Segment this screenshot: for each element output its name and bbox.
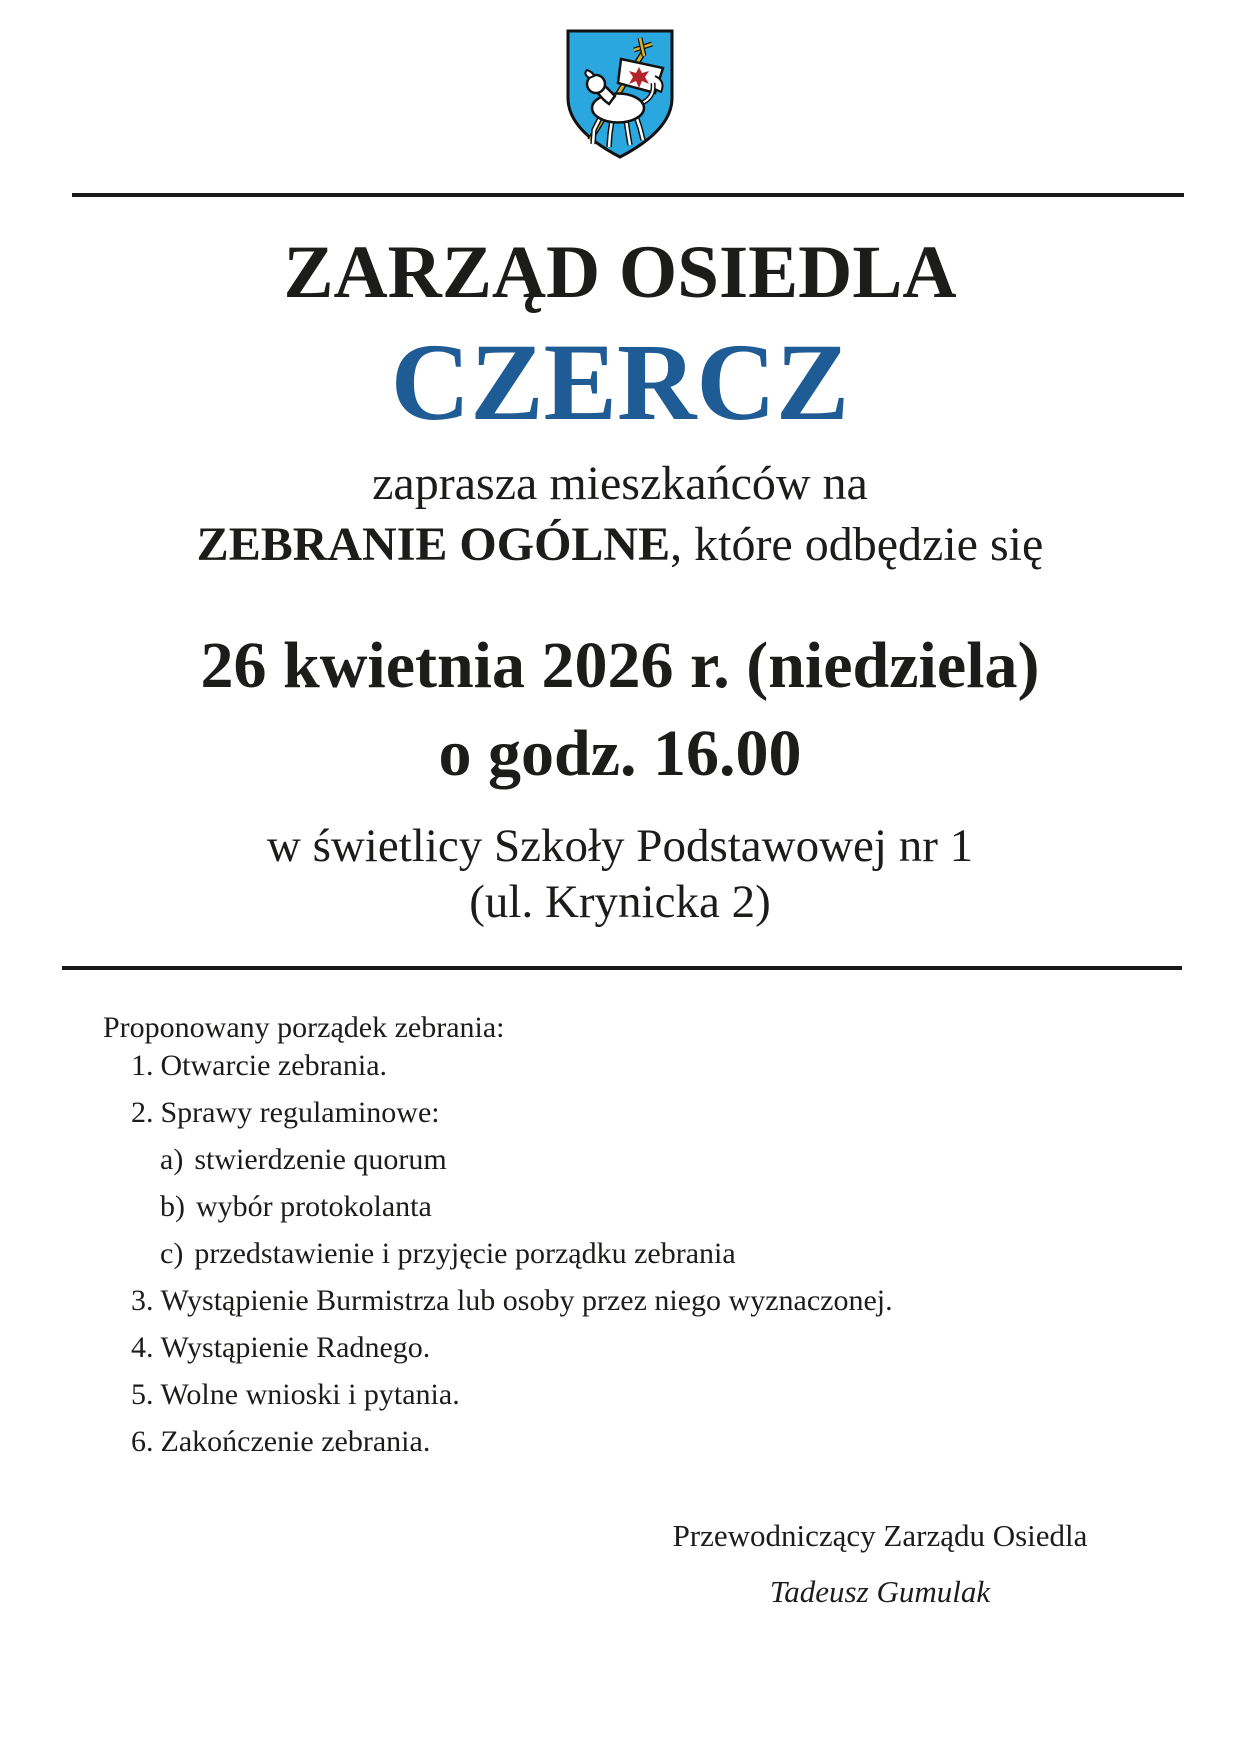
agenda-item-text: stwierdzenie quorum [194,1143,447,1176]
agenda-item-marker: 3. [131,1284,154,1317]
signature-name: Tadeusz Gumulak [769,1574,991,1609]
agenda-item-text: Zakończenie zebrania. [160,1425,431,1458]
org-name-line1: ZARZĄD OSIEDLA [283,231,957,314]
venue-line1: w świetlicy Szkoły Podstawowej nr 1 [266,820,974,872]
signature-role: Przewodniczący Zarządu Osiedla [672,1518,1088,1553]
agenda-item [0,1418,1240,1465]
meeting-date: 26 kwietnia 2026 r. (niedziela) [200,629,1040,702]
agenda-item-text: Wystąpienie Radnego. [160,1331,431,1364]
agenda-item-marker: 4. [131,1331,154,1364]
agenda-item [0,1230,1240,1277]
agenda-item-marker: b) [160,1190,185,1223]
agenda-item-marker: a) [160,1143,184,1176]
agenda-item-marker: 1. [131,1049,154,1082]
agenda-item-text: Otwarcie zebrania. [160,1049,388,1082]
meeting-line [0,514,1240,576]
meeting-name: ZEBRANIE OGÓLNE [196,518,671,571]
agenda-item-text: Wolne wnioski i pytania. [160,1378,460,1411]
org-name-line2: CZERCZ [390,321,850,443]
lamb-with-banner-shield-icon [563,26,677,164]
agenda-item [0,1324,1240,1371]
meeting-time: o godz. 16.00 [438,717,802,790]
agenda-item [0,1042,1240,1089]
agenda-item-marker: 5. [131,1378,154,1411]
middle-divider [62,966,1182,970]
agenda-item-text: wybór protokolanta [196,1190,432,1223]
agenda-item-marker: 2. [131,1096,154,1129]
top-divider [72,193,1184,197]
agenda-item-text: Sprawy regulaminowe: [160,1096,440,1129]
agenda-item-text: przedstawienie i przyjęcie porządku zebrania [194,1237,736,1270]
agenda-item [0,1136,1240,1183]
agenda-item-marker: c) [160,1237,184,1270]
agenda-item [0,1277,1240,1324]
agenda-item [0,1183,1240,1230]
invite-line: zaprasza mieszkańców na [372,457,868,510]
agenda-list [0,1042,1240,1465]
agenda-item [0,1371,1240,1418]
meeting-rest: , które odbędzie się [670,518,1044,571]
agenda-item-text: Wystąpienie Burmistrza lub osoby przez niego wyznaczonej. [160,1284,893,1317]
agenda-item [0,1089,1240,1136]
agenda-item-marker: 6. [131,1425,154,1458]
coat-of-arms [563,26,677,164]
venue-line2: (ul. Krynicka 2) [469,876,771,928]
agenda-heading: Proponowany porządek zebrania: [103,1011,505,1044]
